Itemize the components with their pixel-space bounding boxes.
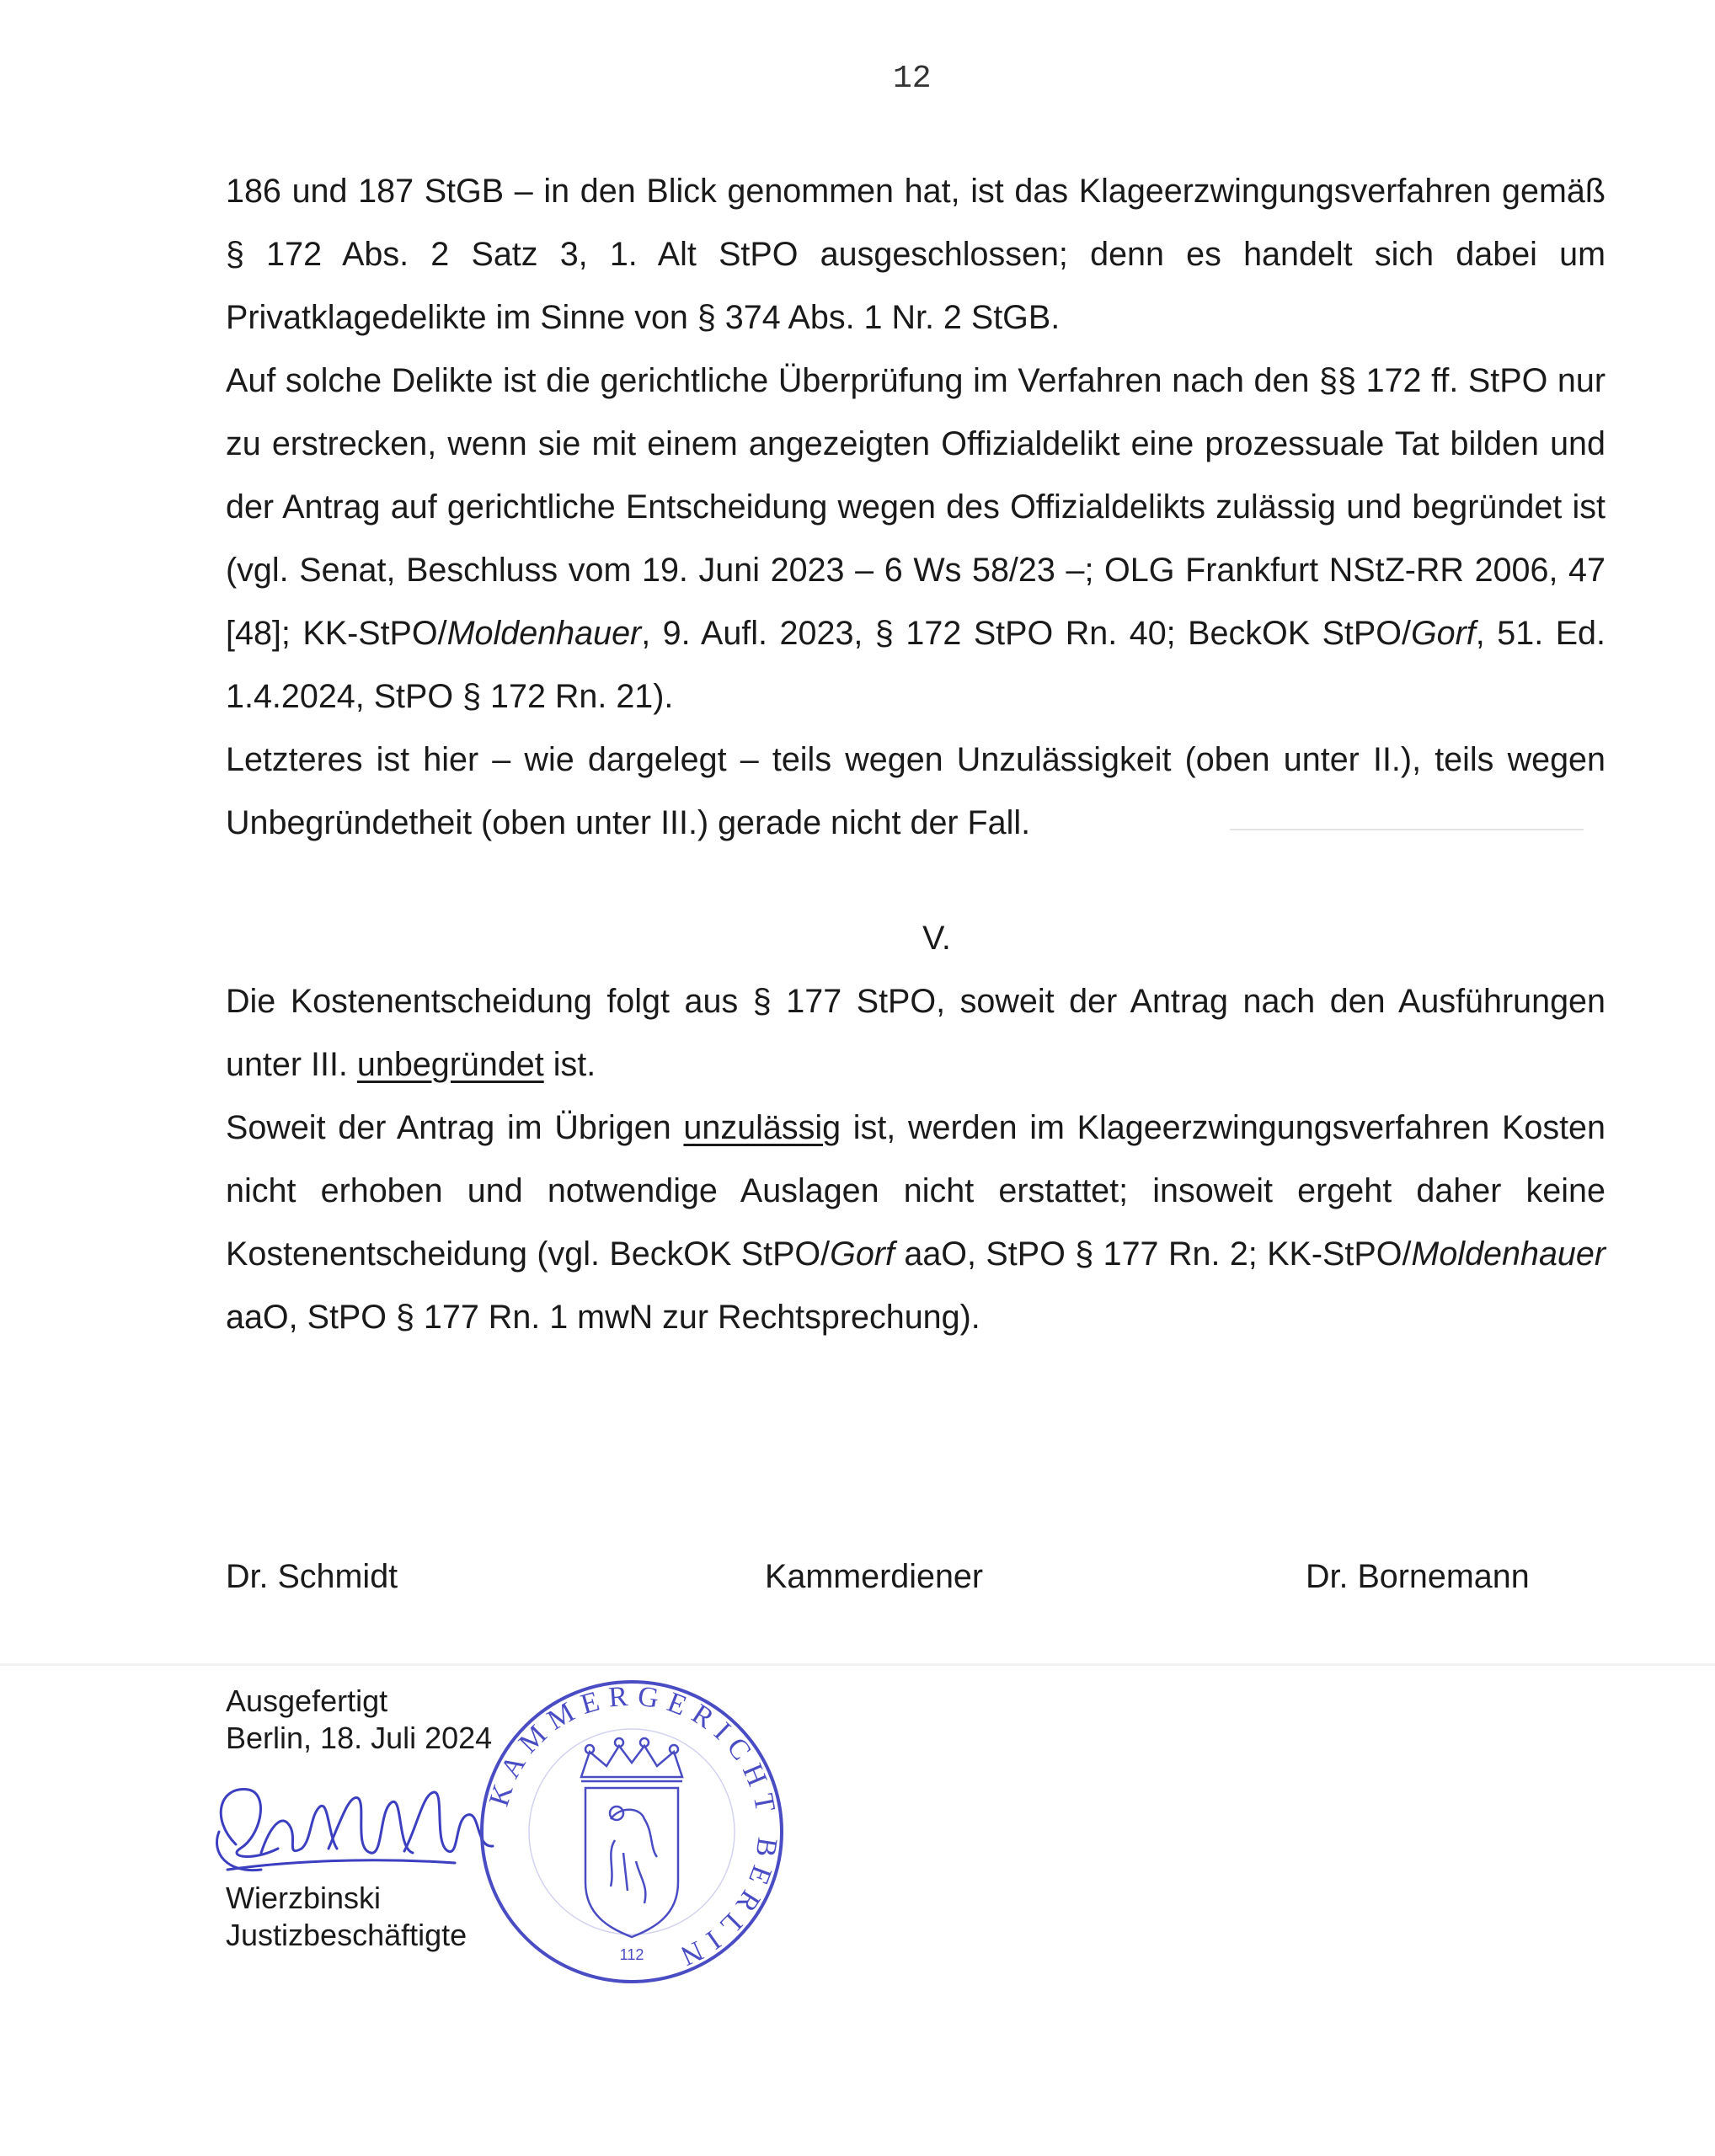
judge-name: Kammerdiener [765, 1558, 984, 1595]
judge-name: Dr. Schmidt [226, 1558, 398, 1595]
paragraph-5 [226, 1097, 1605, 1349]
certification-block [226, 1683, 492, 1757]
text-run: Die Kostenentscheidung folgt aus § 177 StPO, soweit der Antrag nach den Ausführungen unter III. [226, 983, 1605, 1083]
text-run: , 9. Aufl. 2023, § 172 StPO Rn. 40; BeckOK StPO/ [641, 615, 1411, 652]
text-run: , 51. Ed. 1.4.2024, StPO § 172 Rn. 21). [226, 615, 1606, 715]
certification-place-date: Berlin, 18. Juli 2024 [226, 1721, 493, 1755]
court-seal [472, 1672, 792, 1992]
seal-number: 112 [619, 1946, 644, 1963]
text-run: aaO, StPO § 177 Rn. 1 mwN zur Rechtsprechung). [226, 1299, 980, 1336]
author-italic: Moldenhauer [446, 615, 642, 652]
author-italic: Gorf [1410, 615, 1476, 652]
crown-icon [581, 1738, 682, 1781]
underlined-term: unzulässig [683, 1109, 841, 1146]
author-italic: Gorf [830, 1235, 895, 1273]
officer-role: Justizbeschäftigte [226, 1918, 467, 1952]
text-run: aaO, StPO § 177 Rn. 2; KK-StPO/ [894, 1235, 1412, 1273]
officer-name: Wierzbinski [226, 1881, 382, 1915]
certification-label: Ausgefertigt [226, 1684, 388, 1718]
paragraph-4 [226, 970, 1605, 1097]
section-heading: V. [922, 920, 951, 957]
text-run: Soweit der Antrag im Übrigen [226, 1109, 684, 1146]
text-run: Auf solche Delikte ist die gerichtliche Überprüfung im Verfahren nach den §§ 172 ff. StPO nur zu erstrecken, wenn sie mit einem angezeigten Offizialdelikt eine prozessuale Tat bilden und der Antrag auf gerichtliche Entscheidung wegen des Offizialdelikts zulässig und begründet ist (vgl. Senat, Beschluss vom 19. Juni 2023 – 6 Ws 58/23 –; OLG Frankfurt NStZ-RR 2006, 47 [48]; KK-StPO/ [226, 362, 1605, 652]
document-body [226, 160, 1605, 1349]
bear-shield-icon [585, 1788, 678, 1937]
underlined-term: unbegründet [356, 1046, 544, 1083]
paragraph-3: Letzteres ist hier – wie dargelegt – teils wegen Unzulässigkeit (oben unter II.), teils wegen Unbegründetheit (oben unter III.) gerade nicht der Fall. [226, 741, 1605, 841]
paper-fold [0, 1663, 1715, 1666]
page-number: 12 [893, 61, 932, 97]
judge-name: Dr. Bornemann [1306, 1558, 1530, 1595]
author-italic: Moldenhauer [1411, 1235, 1605, 1273]
paragraph-1: 186 und 187 StGB – in den Blick genommen hat, ist das Klageerzwingungsverfahren gemäß § 172 Abs. 2 Satz 3, 1. Alt StPO ausgeschlossen; denn es handelt sich dabei um Privatklagedelikte im Sinne von § 374 Abs. 1 Nr. 2 StGB. [226, 173, 1605, 336]
scan-artifact [1230, 829, 1584, 830]
seal-lettering: KAMMERGERICHT BERLIN [484, 1680, 783, 1975]
text-run: ist. [543, 1046, 596, 1083]
text-run: ist, werden im Klageerzwingungsverfahren Kosten nicht erhoben und notwendige Auslagen nicht erstattet; insoweit ergeht daher keine Kostenentscheidung (vgl. BeckOK StPO/ [226, 1109, 1605, 1273]
paragraph-2 [226, 350, 1605, 728]
